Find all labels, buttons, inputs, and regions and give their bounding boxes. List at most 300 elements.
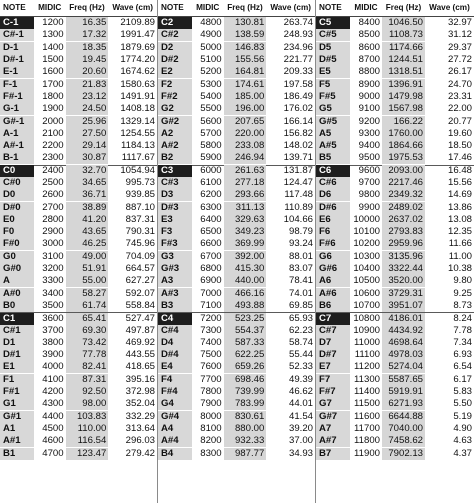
freq-cell: 554.37 [224, 325, 267, 337]
note-cell: B7 [316, 448, 350, 460]
wave-cell: 65.93 [288, 312, 313, 324]
note-cell: D#6 [316, 202, 350, 214]
table-row [0, 349, 157, 361]
midic-cell: 3600 [42, 312, 64, 324]
table-row [316, 66, 474, 78]
wave-cell: 627.27 [125, 275, 155, 287]
wave-cell: 156.82 [283, 127, 313, 139]
freq-cell: 277.18 [224, 177, 267, 189]
freq-cell: 6644.88 [382, 411, 425, 423]
octave-start-row [316, 165, 474, 177]
midic-cell: 7100 [200, 299, 222, 311]
wave-cell: 5.83 [453, 386, 472, 398]
midic-cell: 11900 [354, 447, 380, 459]
freq-cell: 164.81 [224, 66, 267, 78]
midic-cell: 5800 [200, 140, 222, 152]
midic-cell: 6200 [200, 189, 222, 201]
freq-cell: 4186.01 [382, 313, 425, 325]
midic-cell: 1700 [42, 78, 64, 90]
wave-cell: 12.35 [447, 226, 472, 238]
note-cell: G-1 [0, 103, 34, 115]
note-cell: F3 [158, 226, 192, 238]
header-row [158, 0, 315, 17]
freq-cell: 1479.98 [382, 91, 425, 103]
midic-cell: 9900 [358, 201, 380, 213]
midic-cell: 9500 [358, 152, 380, 164]
wave-cell: 69.85 [288, 299, 313, 311]
note-cell: C#4 [158, 325, 192, 337]
wave-cell: 131.87 [283, 165, 313, 177]
midic-cell: 4200 [42, 386, 64, 398]
table-row [158, 214, 315, 226]
table-row [0, 337, 157, 349]
freq-cell: 2217.46 [382, 177, 425, 189]
freq-cell: 19.45 [66, 54, 109, 66]
header-row [316, 0, 474, 17]
freq-cell: 2489.02 [382, 202, 425, 214]
table-row [0, 263, 157, 275]
wave-cell: 6.17 [453, 373, 472, 385]
freq-cell: 1174.66 [382, 42, 425, 54]
octave-start-row [158, 165, 315, 177]
note-cell: C5 [316, 17, 350, 29]
wave-cell: 558.84 [125, 299, 155, 311]
note-cell: D1 [0, 337, 34, 349]
wave-cell: 11.00 [448, 250, 472, 262]
freq-cell: 1760.00 [382, 128, 425, 140]
midic-cell: 4500 [42, 422, 64, 434]
midic-cell: 10000 [353, 213, 380, 225]
midic-cell: 6400 [200, 213, 222, 225]
freq-cell: 4978.03 [382, 349, 425, 361]
note-cell: D0 [0, 189, 34, 201]
wave-cell: 83.07 [288, 263, 313, 275]
midic-cell: 2900 [42, 226, 64, 238]
table-row [158, 177, 315, 189]
note-cell: E0 [0, 214, 34, 226]
midic-cell: 1800 [42, 90, 64, 102]
table-row [316, 128, 474, 140]
wave-cell: 124.47 [283, 177, 313, 188]
table-row [0, 398, 157, 410]
midic-cell: 3300 [42, 275, 64, 287]
table-row [316, 54, 474, 66]
freq-cell: 2093.00 [382, 165, 425, 177]
midic-cell: 2300 [42, 152, 64, 164]
table-row [316, 398, 474, 410]
table-row [0, 189, 157, 201]
note-cell: A#1 [0, 435, 34, 447]
freq-cell: 1396.91 [382, 79, 425, 91]
midic-cell: 5200 [200, 66, 222, 78]
freq-cell: 38.89 [66, 202, 109, 214]
midic-cell: 8300 [200, 447, 222, 459]
wave-cell: 24.70 [447, 78, 472, 90]
midic-cell: 6800 [200, 263, 222, 275]
freq-cell: 2637.02 [382, 214, 425, 226]
table-row [316, 324, 474, 336]
midic-cell: 11300 [354, 373, 380, 385]
freq-cell: 82.41 [66, 361, 109, 373]
note-cell: E6 [316, 214, 350, 226]
midic-cell: 4900 [200, 29, 222, 41]
midic-cell: 3800 [42, 336, 64, 348]
note-cell: D#2 [158, 54, 192, 66]
midic-cell: 10800 [353, 312, 380, 324]
table-row [316, 423, 474, 435]
wave-cell: 209.33 [283, 66, 313, 78]
midic-cell: 9200 [358, 115, 380, 127]
table-row [316, 337, 474, 349]
table-row [0, 324, 157, 336]
note-cell: A [0, 275, 34, 287]
table-row [158, 140, 315, 152]
table-row [158, 288, 315, 300]
midic-cell: 4600 [42, 435, 64, 447]
midic-cell: 8000 [200, 410, 222, 422]
midic-cell: 9300 [358, 127, 380, 139]
midic-cell: 2700 [42, 201, 64, 213]
table-row [316, 411, 474, 423]
note-cell: F#2 [158, 91, 192, 103]
midic-cell: 6300 [200, 201, 222, 213]
note-cell: G#6 [316, 263, 350, 275]
midic-cell: 5500 [200, 103, 222, 115]
note-cell: F5 [316, 79, 350, 91]
note-cell: B2 [158, 152, 192, 164]
wave-cell: 352.04 [125, 398, 155, 410]
midic-cell: 11000 [354, 336, 380, 348]
freq-cell: 466.16 [224, 288, 267, 300]
freq-cell: 783.99 [224, 398, 267, 410]
freq-cell: 587.33 [224, 337, 267, 349]
table-row [0, 115, 157, 127]
wave-cell: 9.25 [453, 287, 472, 299]
table-row [158, 115, 315, 127]
table-row [316, 226, 474, 238]
freq-cell: 174.61 [224, 79, 267, 91]
table-row [158, 398, 315, 410]
freq-cell: 233.08 [224, 140, 267, 152]
wave-cell: 117.48 [284, 189, 313, 201]
midic-column-header: MIDIC [196, 3, 220, 12]
freq-cell: 103.83 [66, 411, 109, 423]
midic-cell: 3700 [42, 324, 64, 336]
wave-cell: 88.01 [288, 250, 313, 262]
table-row [158, 275, 315, 287]
note-cell: C2 [158, 17, 192, 29]
note-cell: A4 [158, 423, 192, 435]
freq-column-header: Freq (Hz) [66, 2, 109, 14]
midic-cell: 6000 [200, 165, 222, 177]
note-cell: D-1 [0, 42, 34, 54]
freq-cell: 87.31 [66, 374, 109, 386]
table-row [158, 42, 315, 54]
midic-cell: 8400 [358, 17, 380, 29]
freq-cell: 369.99 [224, 238, 267, 250]
table-row [0, 288, 157, 300]
note-cell: C#0 [0, 177, 34, 189]
octave-start-row [0, 312, 157, 324]
freq-cell: 2793.83 [382, 226, 425, 238]
midic-cell: 8800 [358, 66, 380, 78]
wave-cell: 110.89 [284, 201, 313, 213]
midic-cell: 4100 [42, 373, 64, 385]
note-cell: A#3 [158, 288, 192, 300]
table-row [0, 386, 157, 398]
table-row [0, 128, 157, 140]
wave-cell: 704.09 [125, 250, 155, 262]
table-row [316, 386, 474, 398]
note-cell: B5 [316, 152, 350, 164]
freq-cell: 329.63 [224, 214, 267, 226]
table-row [0, 411, 157, 423]
midic-cell: 7800 [200, 386, 222, 398]
table-row [158, 226, 315, 238]
table-row [0, 275, 157, 287]
wave-cell: 745.96 [125, 238, 155, 250]
table-row [158, 91, 315, 103]
midic-cell: 4300 [42, 398, 64, 410]
note-cell: G6 [316, 251, 350, 263]
table-row [316, 349, 474, 361]
wave-cell: 395.16 [125, 373, 155, 385]
table-row [0, 201, 157, 213]
wave-cell: 5.50 [453, 398, 472, 410]
midic-cell: 5300 [200, 78, 222, 90]
freq-cell: 130.81 [224, 17, 267, 29]
freq-cell: 1567.98 [382, 103, 425, 115]
note-cell: A5 [316, 128, 350, 140]
note-cell: G3 [158, 251, 192, 263]
note-cell: G2 [158, 103, 192, 115]
wave-cell: 176.02 [283, 103, 313, 115]
freq-cell: 155.56 [224, 54, 267, 66]
note-cell: G5 [316, 103, 350, 115]
note-cell: G#1 [0, 411, 34, 423]
freq-cell: 110.00 [66, 423, 109, 435]
note-cell: A#5 [316, 140, 350, 152]
freq-cell: 207.65 [224, 116, 267, 128]
wave-cell: 6.93 [453, 349, 472, 361]
freq-cell: 77.78 [66, 349, 109, 361]
freq-cell: 932.33 [224, 435, 267, 447]
table-row [0, 423, 157, 435]
midic-cell: 5400 [200, 90, 222, 102]
midic-cell: 5700 [200, 127, 222, 139]
table-row [316, 275, 474, 287]
wave-cell: 58.74 [288, 336, 313, 348]
wave-cell: 41.54 [288, 410, 313, 422]
freq-cell: 3729.31 [382, 288, 425, 300]
midic-cell: 3100 [42, 250, 64, 262]
table-row [158, 54, 315, 66]
wave-cell: 62.23 [288, 324, 313, 336]
note-cell: D#0 [0, 202, 34, 214]
freq-cell: 24.50 [66, 103, 109, 115]
wave-cell: 55.44 [288, 349, 313, 361]
table-row [316, 91, 474, 103]
wave-cell: 13.86 [447, 201, 472, 213]
note-cell: D#1 [0, 349, 34, 361]
note-column-header: NOTE [158, 2, 192, 14]
table-row [158, 423, 315, 435]
midic-cell: 4700 [42, 447, 64, 459]
table-row [0, 103, 157, 115]
freq-cell: 523.25 [224, 313, 267, 325]
note-cell: D3 [158, 189, 192, 201]
note-cell: F#3 [158, 238, 192, 250]
table-row [0, 29, 157, 41]
freq-cell: 196.00 [224, 103, 267, 115]
freq-cell: 146.83 [224, 42, 267, 54]
table-row [316, 177, 474, 189]
note-cell: B6 [316, 300, 350, 312]
note-column-header: NOTE [316, 2, 350, 14]
midic-cell: 10100 [353, 226, 380, 238]
midic-cell: 9800 [358, 189, 380, 201]
wave-column-header: Wave (cm) [270, 3, 311, 12]
table-row [0, 447, 157, 459]
wave-cell: 78.41 [288, 275, 313, 287]
note-cell: F#-1 [0, 91, 34, 103]
freq-cell: 1244.51 [382, 54, 425, 66]
table-row [0, 152, 157, 164]
table-row [316, 361, 474, 373]
note-cell: A-1 [0, 128, 34, 140]
wave-cell: 186.49 [283, 90, 313, 102]
note-cell: A#7 [316, 435, 350, 447]
midic-cell: 10400 [353, 263, 380, 275]
freq-cell: 17.32 [66, 29, 109, 41]
midic-cell: 7700 [200, 373, 222, 385]
table-row [158, 361, 315, 373]
wave-cell: 372.98 [125, 386, 155, 398]
table-row [158, 349, 315, 361]
wave-cell: 6.54 [453, 361, 472, 373]
freq-cell: 30.87 [66, 152, 109, 164]
midic-cell: 8900 [358, 78, 380, 90]
midic-cell: 3500 [42, 299, 64, 311]
midic-column-header: MIDIC [354, 3, 378, 12]
wave-cell: 74.01 [288, 287, 313, 299]
note-cell: F-1 [0, 79, 34, 91]
freq-cell: 3135.96 [382, 251, 425, 263]
freq-column-header: Freq (Hz) [382, 2, 425, 14]
note-cell: E2 [158, 66, 192, 78]
midic-cell: 8700 [358, 54, 380, 66]
midic-cell: 7600 [200, 361, 222, 373]
wave-cell: 93.24 [288, 238, 313, 250]
wave-cell: 443.55 [125, 349, 155, 361]
note-cell: F#1 [0, 386, 34, 398]
table-row [0, 226, 157, 238]
midic-cell: 8600 [358, 41, 380, 53]
note-cell: C1 [0, 313, 34, 325]
wave-cell: 469.92 [125, 336, 155, 348]
freq-cell: 34.65 [66, 177, 109, 189]
note-cell: G0 [0, 251, 34, 263]
note-cell: A2 [158, 128, 192, 140]
freq-cell: 166.22 [382, 116, 425, 128]
midic-cell: 1200 [42, 17, 64, 29]
note-cell: C#6 [316, 177, 350, 189]
note-cell: D2 [158, 42, 192, 54]
note-cell: F#0 [0, 238, 34, 250]
note-cell: E7 [316, 361, 350, 373]
wave-cell: 46.62 [288, 386, 313, 398]
midic-cell: 10300 [353, 250, 380, 262]
note-cell: A#-1 [0, 140, 34, 152]
table-row [0, 54, 157, 66]
wave-cell: 52.33 [288, 361, 313, 373]
freq-cell: 2959.96 [382, 238, 425, 250]
midic-cell: 3200 [42, 263, 64, 275]
midic-cell: 8200 [200, 435, 222, 447]
midic-cell: 11200 [354, 361, 380, 373]
midic-cell: 10700 [353, 299, 380, 311]
note-cell: D#4 [158, 349, 192, 361]
wave-cell: 837.31 [125, 213, 155, 225]
wave-cell: 1991.47 [120, 29, 155, 41]
note-cell: A#2 [158, 140, 192, 152]
table-row [158, 29, 315, 41]
table-group-3 [316, 0, 474, 503]
freq-cell: 2349.32 [382, 189, 425, 201]
freq-cell: 830.61 [224, 411, 267, 423]
note-cell: G#2 [158, 116, 192, 128]
freq-cell: 43.65 [66, 226, 109, 238]
midic-cell: 10600 [353, 287, 380, 299]
freq-cell: 4434.92 [382, 325, 425, 337]
wave-cell: 1491.91 [120, 90, 155, 102]
freq-cell: 61.74 [66, 300, 109, 312]
freq-cell: 21.83 [66, 79, 109, 91]
wave-cell: 527.47 [125, 312, 155, 324]
midic-cell: 7000 [200, 287, 222, 299]
midic-cell: 9400 [358, 140, 380, 152]
wave-cell: 26.17 [447, 66, 472, 78]
note-cell: D#3 [158, 202, 192, 214]
freq-cell: 880.00 [224, 423, 267, 435]
table-row [158, 411, 315, 423]
note-cell: C#5 [316, 29, 350, 41]
table-row [316, 300, 474, 312]
midic-cell: 11600 [354, 410, 380, 422]
wave-cell: 1580.63 [120, 78, 155, 90]
freq-cell: 5274.04 [382, 361, 425, 373]
freq-cell: 36.71 [66, 189, 109, 201]
wave-cell: 148.02 [283, 140, 313, 152]
note-cell: G#7 [316, 411, 350, 423]
note-cell: D#5 [316, 54, 350, 66]
wave-cell: 37.00 [288, 435, 313, 447]
table-row [158, 324, 315, 336]
wave-cell: 23.31 [447, 90, 472, 102]
midic-cell: 8500 [358, 29, 380, 41]
table-row [158, 337, 315, 349]
wave-cell: 1329.14 [120, 115, 155, 127]
table-row [316, 42, 474, 54]
octave-start-row [0, 17, 157, 29]
midic-cell: 1400 [42, 41, 64, 53]
freq-cell: 1108.73 [382, 29, 425, 41]
freq-cell: 6271.93 [382, 398, 425, 410]
note-cell: F1 [0, 374, 34, 386]
note-cell: A3 [158, 275, 192, 287]
midic-cell: 5000 [200, 41, 222, 53]
wave-cell: 7.34 [453, 336, 472, 348]
